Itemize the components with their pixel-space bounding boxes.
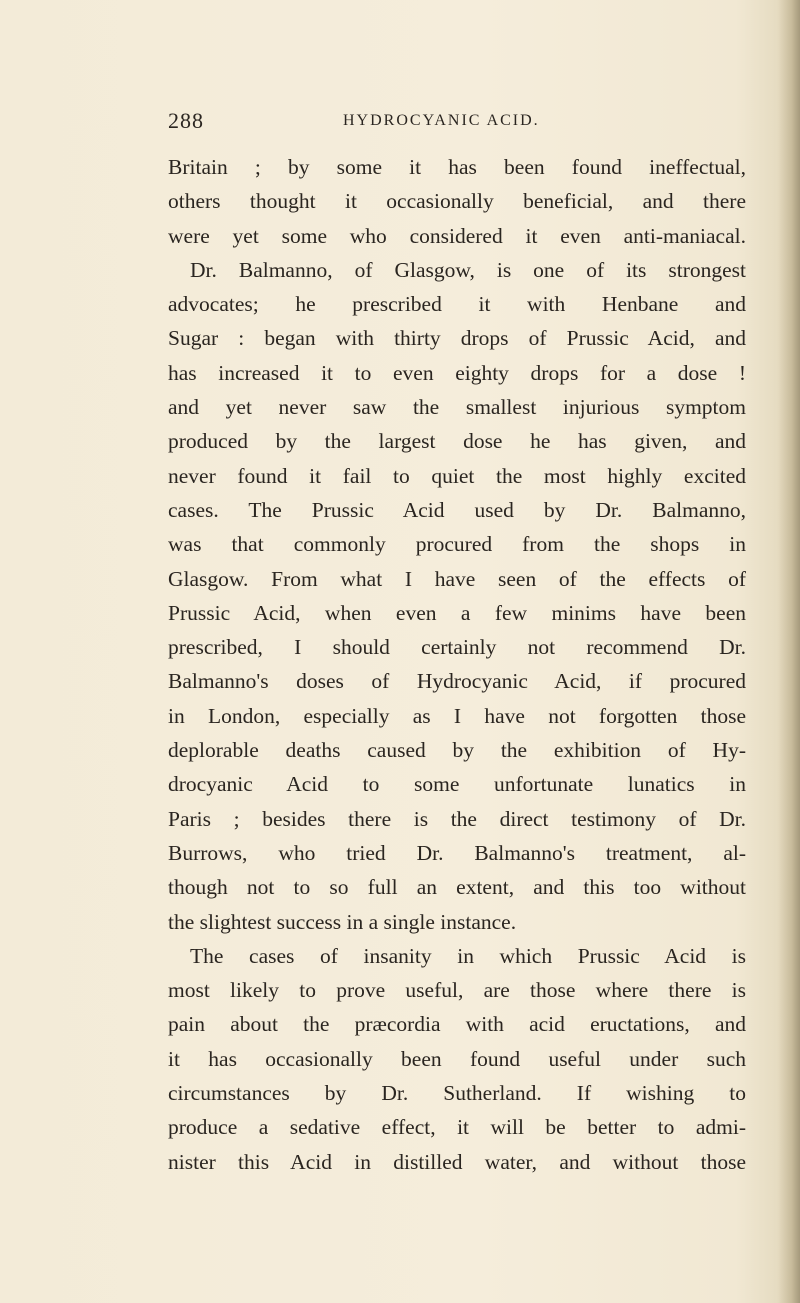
text-line: Burrows, who tried Dr. Balmanno's treatment, al- (168, 840, 746, 865)
text-line: were yet some who considered it even anti-maniacal. (168, 223, 746, 248)
text-line: has increased it to even eighty drops for a dose ! (168, 360, 746, 385)
page-edge-shadow (778, 0, 800, 1303)
text-line: cases. The Prussic Acid used by Dr. Balmanno, (168, 497, 746, 522)
text-line: produce a sedative effect, it will be better to admi- (168, 1115, 746, 1140)
text-line: Sugar : began with thirty drops of Prussic Acid, and (168, 326, 746, 351)
text-line: and yet never saw the smallest injurious symptom (168, 395, 746, 420)
text-line: the slightest success in a single instance. (168, 909, 517, 934)
text-line: Balmanno's doses of Hydrocyanic Acid, if procured (168, 669, 746, 694)
body-text (168, 150, 746, 1179)
text-line: Paris ; besides there is the direct testimony of Dr. (168, 806, 746, 831)
page-number: 288 (168, 108, 204, 133)
text-line: advocates; he prescribed it with Henbane and (168, 292, 746, 317)
text-line: though not to so full an extent, and this too without (168, 875, 746, 900)
text-line: Prussic Acid, when even a few minims have been (168, 600, 746, 625)
text-line: produced by the largest dose he has given, and (168, 429, 746, 454)
text-line: was that commonly procured from the shops in (168, 532, 746, 557)
text-line: Britain ; by some it has been found ineffectual, (168, 155, 746, 179)
text-line: deplorable deaths caused by the exhibition of Hy- (168, 738, 746, 763)
text-line: never found it fail to quiet the most highly excited (168, 463, 746, 488)
text-line: drocyanic Acid to some unfortunate lunatics in (168, 772, 746, 797)
text-line: in London, especially as I have not forgotten those (168, 703, 746, 728)
text-line: it has occasionally been found useful under such (168, 1046, 746, 1071)
text-line: most likely to prove useful, are those where there is (168, 978, 746, 1003)
page-header (168, 108, 728, 138)
text-line: The cases of insanity in which Prussic Acid is (190, 943, 746, 968)
text-line: circumstances by Dr. Sutherland. If wishing to (168, 1081, 746, 1106)
text-line: prescribed, I should certainly not recommend Dr. (168, 635, 746, 660)
text-line: nister this Acid in distilled water, and without those (168, 1149, 746, 1174)
text-line: Dr. Balmanno, of Glasgow, is one of its strongest (190, 257, 746, 282)
text-line: Glasgow. From what I have seen of the effects of (168, 566, 746, 591)
text-line: pain about the præcordia with acid eructations, and (168, 1012, 746, 1037)
text-line: others thought it occasionally beneficial, and there (168, 189, 746, 214)
running-head: HYDROCYANIC ACID. (343, 112, 540, 129)
